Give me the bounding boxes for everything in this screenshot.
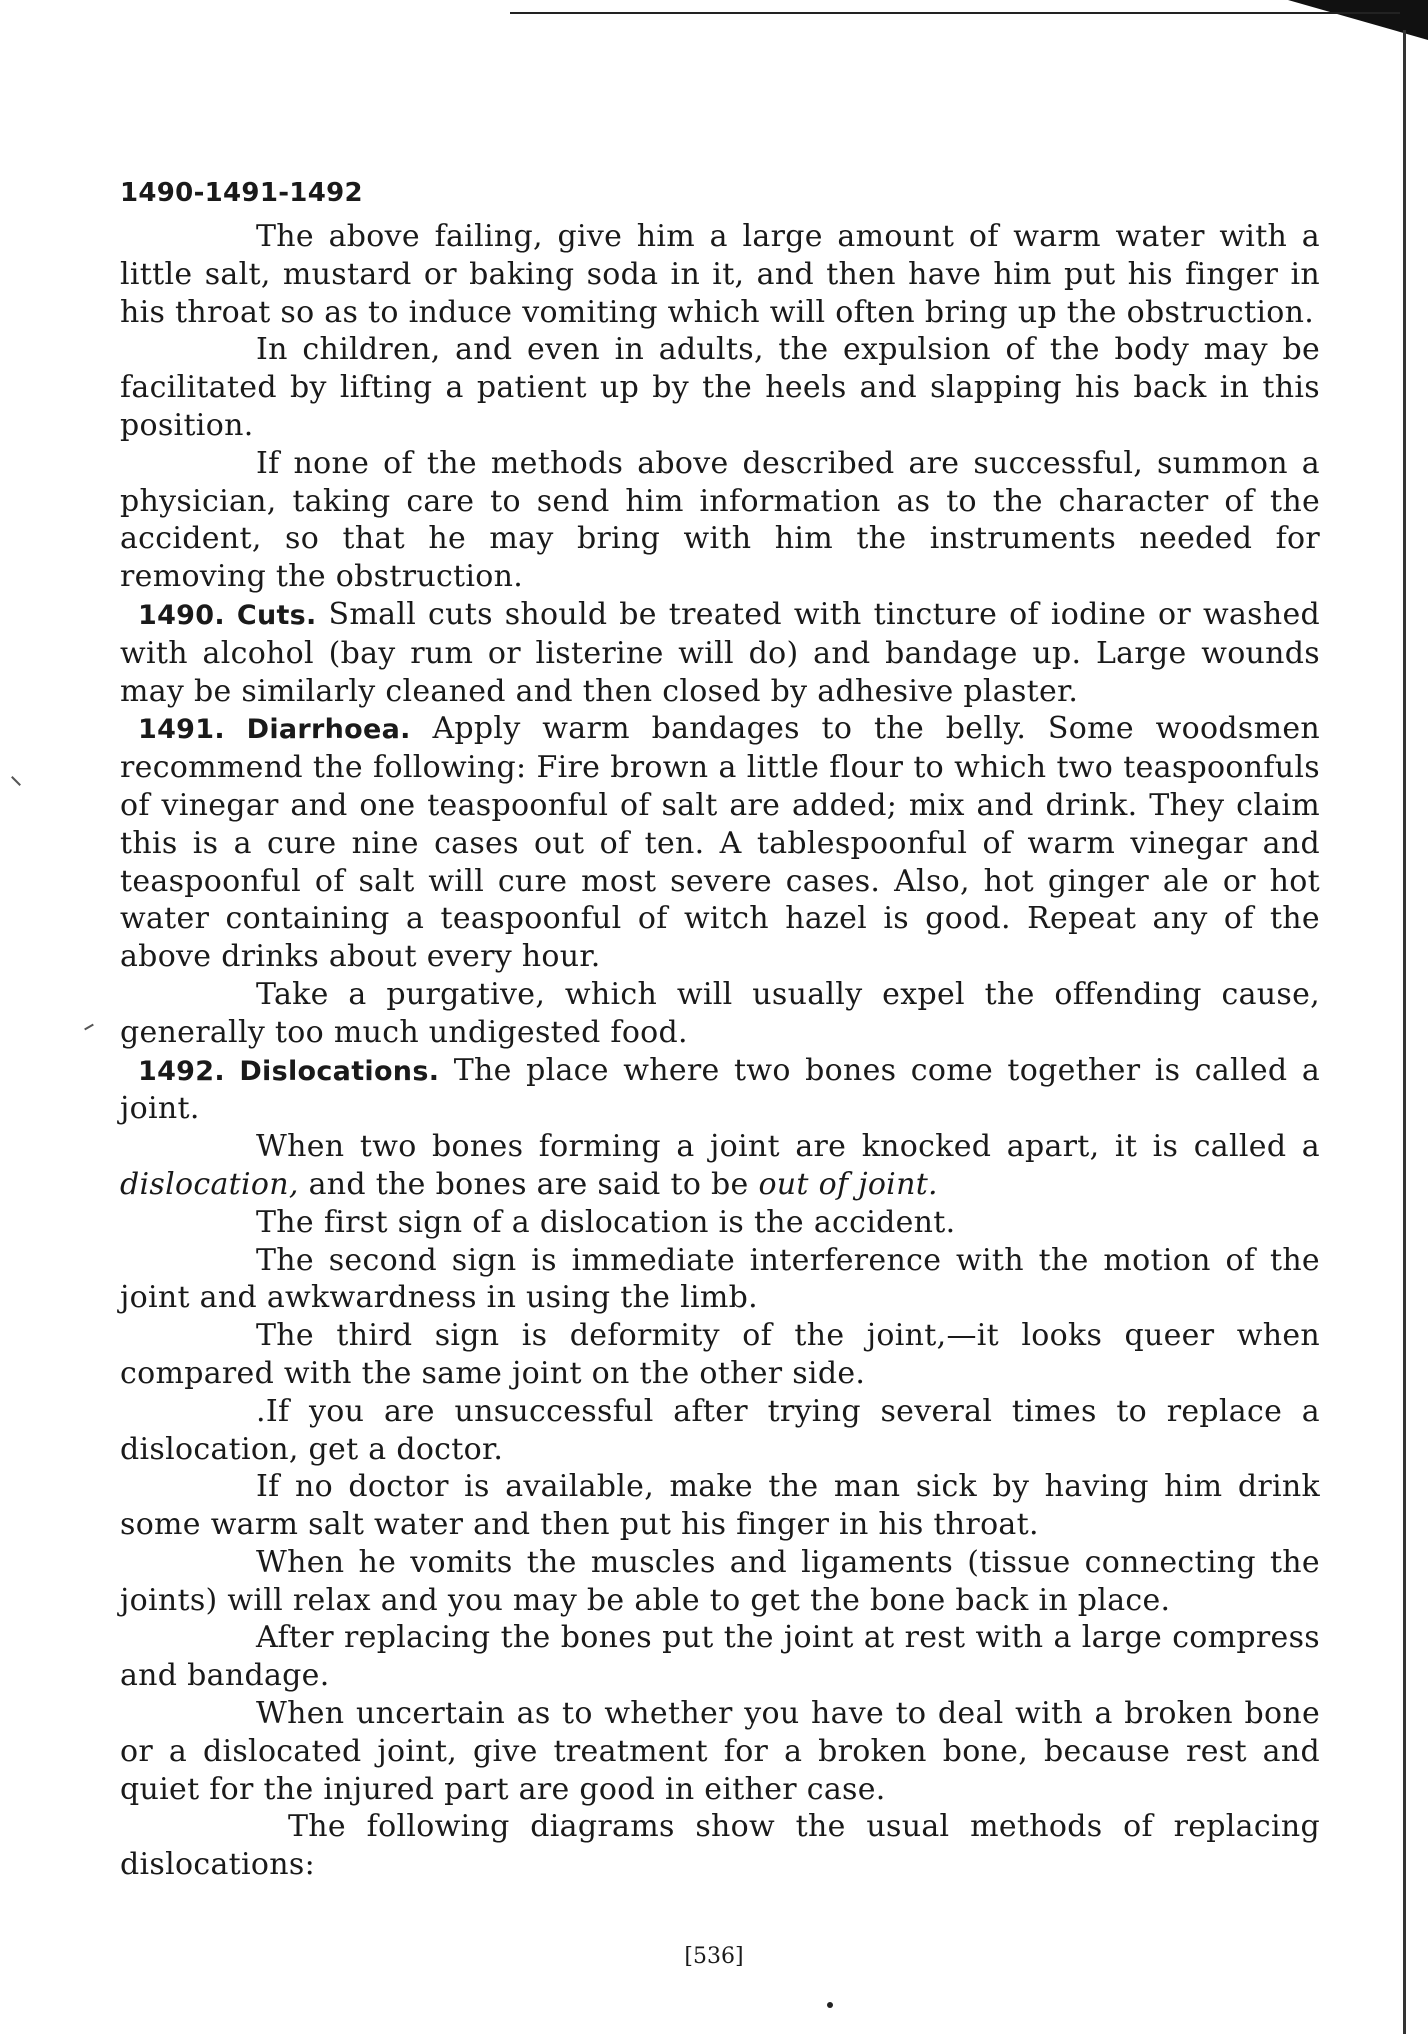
page-edge-line <box>1403 30 1406 2034</box>
section-1492 <box>120 1052 1320 1129</box>
page-body <box>120 176 1320 1884</box>
page-heading: 1490-1491-1492 <box>120 178 363 208</box>
top-rule <box>510 12 1400 14</box>
definition-paragraph <box>120 1128 1320 1204</box>
section-number: 1492. <box>138 1055 225 1087</box>
section-body: Small cuts should be treated with tincture of iodine or washed with alcohol (bay rum or listerine will do) and bandage up. Large wounds may be similarly cleaned and then closed by adhesive plaster. <box>120 596 1321 709</box>
scan-mark <box>84 1024 94 1031</box>
paragraph: The second sign is immediate interference with the motion of the joint and awkwardness in using the limb. <box>120 1242 1320 1316</box>
paragraph: If no doctor is available, make the man sick by having him drink some warm salt water and then put his finger in his throat. <box>120 1469 1320 1543</box>
paragraph: In children, and even in adults, the expulsion of the body may be facilitated by lifting a patient up by the heels and slapping his back in this position. <box>120 332 1320 443</box>
definition-term: out of joint. <box>758 1166 938 1202</box>
paragraph: Take a purgative, which will usually expel the offending cause, generally too much undigested food. <box>120 976 1320 1050</box>
page-number: [536] <box>684 1944 744 1969</box>
section-title: Diarrhoea. <box>246 714 411 746</box>
scan-mark <box>11 776 21 786</box>
section-1490 <box>120 596 1320 710</box>
section-1491 <box>120 710 1320 976</box>
paragraph: When he vomits the muscles and ligaments (tissue connecting the joints) will relax and you may be able to get the bone back in place. <box>120 1544 1320 1618</box>
paragraph: The above failing, give him a large amount of warm water with a little salt, mustard or baking soda in it, and then have him put his finger in his throat so as to induce vomiting which will often bring up the obstruction. <box>120 219 1320 330</box>
section-body: Apply warm bandages to the belly. Some woodsmen recommend the following: Fire brown a little flour to which two teaspoonfuls of vinegar and one teaspoonful of salt are added; mix and drink. They claim this is a cure nine cases out of ten. A tablespoonful of warm vinegar and teaspoonful of salt will cure most severe cases. Also, hot ginger ale or hot water containing a teaspoonful of witch hazel is good. Repeat any of the above drinks about every hour. <box>120 711 1320 975</box>
definition-term: dislocation, <box>120 1166 299 1202</box>
section-number: 1491. <box>138 714 225 746</box>
paragraph: .If you are unsuccessful after trying several times to replace a dislocation, get a doctor. <box>120 1393 1320 1467</box>
page-corner-shadow <box>1288 0 1428 40</box>
paragraph: The third sign is deformity of the joint,—it looks queer when compared with the same joint on the other side. <box>120 1318 1320 1391</box>
paragraph: When uncertain as to whether you have to deal with a broken bone or a dislocated joint, give treatment for a broken bone, because rest and quiet for the injured part are good in either case. <box>120 1696 1320 1807</box>
paragraph: The following diagrams show the usual methods of replacing dislocations: <box>120 1809 1320 1883</box>
definition-text: When two bones forming a joint are knocked apart, it is called a <box>256 1129 1320 1165</box>
paragraph: The first sign of a dislocation is the accident. <box>256 1204 956 1240</box>
definition-text: and the bones are said to be <box>308 1166 749 1202</box>
section-title: Cuts. <box>236 599 317 631</box>
paragraph: If none of the methods above described are successful, summon a physician, taking care to send him information as to the character of the accident, so that he may bring with him the instruments needed for removing the obstruction. <box>120 445 1320 595</box>
section-title: Dislocations. <box>239 1055 440 1087</box>
section-number: 1490. <box>138 599 225 631</box>
paragraph: After replacing the bones put the joint at rest with a large compress and bandage. <box>120 1620 1320 1694</box>
section-body: The place where two bones come together is called a joint. <box>120 1052 1321 1127</box>
ink-dot <box>827 2002 833 2008</box>
